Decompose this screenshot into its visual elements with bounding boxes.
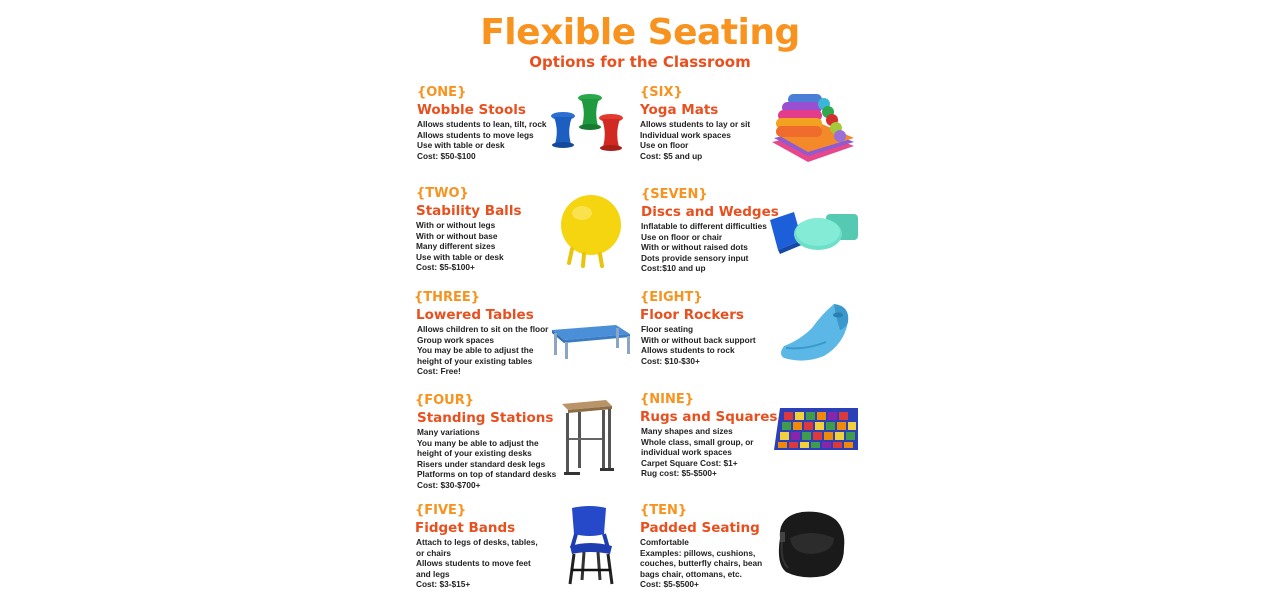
item-line: Platforms on top of standard desks — [417, 469, 557, 480]
item-line: height of your existing desks — [417, 448, 532, 459]
item-name: Yoga Mats — [640, 102, 719, 118]
item-line: You many be able to adjust the — [417, 437, 539, 448]
item-line: Rug cost: $5-$500+ — [641, 468, 717, 479]
item-name: Floor Rockers — [640, 307, 744, 323]
item-line: Many shapes and sizes — [641, 426, 733, 436]
classroom-rug-image — [772, 406, 860, 452]
item-line: Attach to legs of desks, tables, — [416, 537, 538, 547]
item-line: Many variations — [417, 427, 480, 437]
item-line: Individual work spaces — [640, 129, 731, 140]
item-line: Cost: $5-$500+ — [640, 579, 699, 590]
item-line: Use with table or desk — [417, 140, 505, 151]
lowered-table-image — [546, 322, 632, 360]
item-line: Cost: Free! — [417, 366, 461, 377]
item-line: With or without legs — [416, 220, 496, 230]
item-line: Cost: $30-$700+ — [417, 479, 481, 490]
item-number: {FOUR} — [415, 393, 475, 408]
floor-rocker-image — [776, 300, 854, 366]
item-line: Allows students to rock — [641, 345, 735, 356]
item-line: Dots provide sensory input — [641, 252, 749, 263]
item-name: Stability Balls — [416, 203, 522, 219]
item-number: {SEVEN} — [641, 187, 708, 202]
item-line: Carpet Square Cost: $1+ — [641, 457, 738, 468]
item-line: You may be able to adjust the — [417, 345, 534, 356]
page-subtitle: Options for the Classroom — [529, 53, 751, 71]
item-line: Whole class, small group, or — [641, 436, 754, 447]
stability-ball-image — [558, 193, 624, 268]
poster — [408, 0, 872, 600]
item-line: Use on floor or chair — [641, 231, 723, 242]
item-number: {TWO} — [416, 186, 469, 201]
item-number: {FIVE} — [415, 503, 467, 518]
item-line: Inflatable to different difficulties — [641, 221, 767, 231]
item-line: bags chair, ottomans, etc. — [640, 568, 742, 579]
item-number: {SIX} — [640, 85, 683, 100]
item-line: Many different sizes — [416, 241, 496, 252]
item-line: and legs — [416, 568, 450, 579]
item-number: {TEN} — [640, 503, 688, 518]
item-line: Cost: $5 and up — [640, 150, 703, 161]
item-number: {EIGHT} — [640, 290, 703, 305]
item-name: Standing Stations — [417, 410, 554, 426]
item-line: Cost: $5-$100+ — [416, 262, 475, 273]
item-line: Examples: pillows, cushions, — [640, 547, 756, 558]
item-number: {ONE} — [417, 85, 467, 100]
item-line: or chairs — [416, 547, 452, 558]
item-line: With or without raised dots — [641, 242, 748, 253]
bean-bag-image — [772, 508, 848, 582]
item-number: {NINE} — [640, 392, 694, 407]
item-name: Wobble Stools — [417, 102, 526, 118]
item-line: Allows students to move legs — [417, 129, 534, 140]
item-name: Fidget Bands — [415, 520, 516, 536]
wobble-stools-image — [546, 90, 634, 156]
item-line: Floor seating — [641, 324, 694, 334]
item-line: With or without back support — [641, 334, 756, 345]
yoga-mats-image — [768, 90, 858, 165]
item-line: Allows students to lean, tilt, rock — [417, 119, 547, 129]
item-line: Allows students to lay or sit — [640, 119, 751, 129]
item-line: Risers under standard desk legs — [417, 458, 546, 469]
item-line: With or without base — [416, 230, 498, 241]
item-line: Allows children to sit on the floor — [417, 324, 549, 334]
item-name: Rugs and Squares — [640, 409, 778, 425]
item-line: Comfortable — [640, 537, 689, 547]
item-line: Allows students to move feet — [416, 558, 531, 569]
discs-wedges-image — [768, 210, 862, 258]
item-line: Group work spaces — [417, 334, 495, 345]
item-line: Use on floor — [640, 140, 689, 151]
item-name: Discs and Wedges — [641, 204, 779, 220]
item-line: Cost:$10 and up — [641, 263, 706, 274]
item-line: couches, butterfly chairs, bean — [640, 558, 763, 569]
item-line: Cost: $50-$100 — [417, 150, 476, 161]
item-name: Lowered Tables — [416, 307, 534, 323]
item-name: Padded Seating — [640, 520, 760, 536]
item-line: height of your existing tables — [417, 355, 533, 366]
page-title: Flexible Seating — [480, 12, 800, 53]
fidget-band-chair-image — [562, 504, 618, 590]
standing-desk-image — [558, 398, 614, 478]
item-line: individual work spaces — [641, 447, 732, 458]
item-line: Use with table or desk — [416, 251, 504, 262]
item-number: {THREE} — [414, 290, 481, 305]
item-line: Cost: $10-$30+ — [641, 355, 700, 366]
item-line: Cost: $3-$15+ — [416, 579, 471, 590]
